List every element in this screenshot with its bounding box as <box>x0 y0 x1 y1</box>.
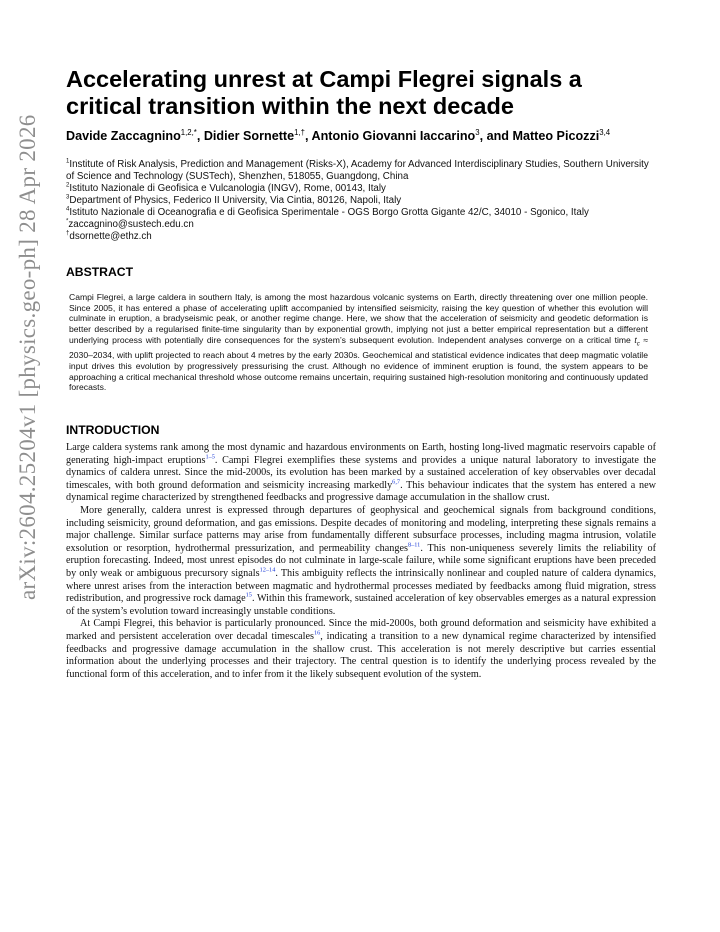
affiliation-item <box>66 207 656 219</box>
affiliation-text: dsornette@ethz.ch <box>69 231 152 242</box>
affiliation-item <box>66 219 656 231</box>
author-affiliation-marks: 3,4 <box>599 127 611 137</box>
paragraph-text: . Within this framework, sustained acceleration of key observables emerges as a natural expression of the system’s evolution toward increasingly unstable conditions. <box>66 593 657 617</box>
affiliation-mark: 1 <box>66 158 70 165</box>
paragraph-text: . This ambiguity reflects the intrinsically nonlinear and coupled nature of caldera dynamics, where unrest arises from the interaction between magmatic and hydrothermal processes mediated by feedbacks among fluid migration, stress redistribution, and progressive rock damage <box>66 567 656 605</box>
abstract-text-part-1: Campi Flegrei, a large caldera in southern Italy, is among the most hazardous volcanic systems on Earth, directly threatening over one million people. Since 2005, it has entered a phase of accelerating uplift accompanied by intensified seismicity, raising the key question of whether this evolution will culminate in eruption, a bradyseismic peak, or another regime change. Here, we show that the acceleration of seismicity and geodetic deformation is better described by a regularised finite-time singularity than by exponential growth, implying not just a better empirical representation but a different underlying process with potentially dire consequences for the system’s subsequent evolution. Independent analyses converge on a critical time <box>69 292 648 345</box>
abstract-text <box>69 292 648 393</box>
affiliation-text: Institute of Risk Analysis, Prediction and Management (Risks-X), Academy for Advanced Interdisciplinary Studies, Southern University of Science and Technology (SUSTech), Shenzhen, 518055, Guangdong, China <box>66 159 649 182</box>
abstract-text-part-2: ≈ 2030–2034, with uplift projected to reach about 4 metres by the early 2030s. Geochemical and statistical evidence indicates that deep magmatic volatile input drives this evolution by progressively pressurising the crust. Although no evidence of imminent eruption is found, the system appears to be approaching a critical mechanical threshold whose outcome remains uncertain, requiring sustained high-resolution monitoring and continuously updated forecasts. <box>69 334 649 393</box>
citation-link[interactable]: 8–11 <box>407 541 421 549</box>
math-subscript: c <box>636 341 640 348</box>
paragraph-text: . Campi Flegrei exemplifies these systems and provides a unique natural laboratory to investigate the dynamics of caldera unrest. Since the mid-2000s, its evolution has been marked by a sustained acceleration of key observables over decadal timescales, with both ground deformation and seismicity increasing markedly <box>66 454 656 491</box>
author-affiliation-marks: 1,† <box>294 127 305 137</box>
affiliation-mark: 3 <box>66 194 70 201</box>
author-name: Didier Sornette <box>203 129 295 143</box>
arxiv-identifier: arXiv:2604.25204v1 [physics.geo-ph] 28 Apr 2026 <box>15 114 40 600</box>
author-affiliation-marks: 1,2,* <box>180 127 197 137</box>
citation-link[interactable]: 6,7 <box>392 478 401 486</box>
paragraph-text: . This behaviour indicates that the system has entered a new dynamical regime characterized by strengthened feedbacks and progressive damage accumulation in the shallow crust. <box>66 479 656 504</box>
paragraph-text: More generally, caldera unrest is expressed through departures of geophysical and geochemical signals from background conditions, including seismicity, ground deformation, and gas emissions. Despite decades of monitoring and modeling, interpreting these signals remains a major challenge. Similar surface patterns may arise from fundamentally different subsurface processes, including magma intrusion, volatile exsolution or resorption, hydrothermal pressurization, and permeability changes <box>66 505 656 554</box>
affiliation-mark: 4 <box>66 206 70 213</box>
introduction-heading: INTRODUCTION <box>66 423 160 438</box>
author-separator: , <box>196 129 204 143</box>
author-name: Davide Zaccagnino <box>66 129 181 143</box>
affiliation-item <box>66 195 656 207</box>
author-list <box>66 128 656 144</box>
author-separator: , and <box>479 129 513 143</box>
affiliation-text: Istituto Nazionale di Oceanografia e di Geofisica Sperimentale - OGS Borgo Grotta Gigante 42/C, 34010 - Sgonico, Italy <box>69 207 589 218</box>
paragraph-text: Large caldera systems rank among the most dynamic and hazardous environments on Earth, hosting long-lived magmatic reservoirs capable of generating high-impact eruptions <box>66 442 656 466</box>
citation-link[interactable]: 15 <box>245 591 252 599</box>
citation-link[interactable]: 16 <box>313 629 321 637</box>
author-affiliation-marks: 3 <box>475 127 480 137</box>
author-name: Antonio Giovanni Iaccarino <box>311 129 476 143</box>
affiliation-mark: † <box>66 230 70 237</box>
paragraph-text: At Campi Flegrei, this behavior is particularly pronounced. Since the mid-2000s, both ground deformation and seismicity have exhibited a marked and persistent acceleration over decadal timescales <box>66 618 656 642</box>
author-separator: , <box>304 129 312 143</box>
paragraph-text: , indicating a transition to a new dynamical regime characterized by intensified feedbacks and progressive damage accumulation in the shallow crust. This acceleration is not merely descriptive but carries essential information about the underlying processes and their trajectory. The central question is to identify the underlying process revealed by the functional form of this acceleration, and to infer from it the likely subsequent evolution of the system. <box>66 630 657 680</box>
introduction-paragraph <box>66 618 656 681</box>
citation-link[interactable]: 12–14 <box>259 566 276 574</box>
paragraph-text: . This non-uniqueness severely limits the reliability of eruption forecasting. Indeed, most unrest episodes do not culminate in large-scale failure, while some significant eruptions have been preceded by only weak or ambiguous precursory signals <box>66 542 656 579</box>
introduction-paragraph <box>66 442 656 505</box>
math-symbol: t <box>634 334 637 345</box>
affiliation-mark: 2 <box>66 182 70 189</box>
affiliation-text: Department of Physics, Federico II University, Via Cintia, 80126, Napoli, Italy <box>69 195 402 206</box>
affiliation-item <box>66 159 656 183</box>
affiliation-mark: * <box>66 218 69 225</box>
paper-title: Accelerating unrest at Campi Flegrei signals a critical transition within the next decade <box>66 66 582 119</box>
author-name: Matteo Picozzi <box>512 129 600 143</box>
paper-page <box>66 66 656 681</box>
introduction-body <box>66 442 656 681</box>
affiliation-text: zaccagnino@sustech.edu.cn <box>68 219 194 230</box>
affiliation-list <box>66 159 656 243</box>
affiliation-item <box>66 183 656 195</box>
affiliation-item <box>66 231 656 243</box>
abstract-heading: ABSTRACT <box>66 265 134 279</box>
introduction-paragraph <box>66 505 656 618</box>
citation-link[interactable]: 1–5 <box>205 453 215 461</box>
affiliation-text: Istituto Nazionale di Geofisica e Vulcanologia (INGV), Rome, 00143, Italy <box>69 183 386 194</box>
